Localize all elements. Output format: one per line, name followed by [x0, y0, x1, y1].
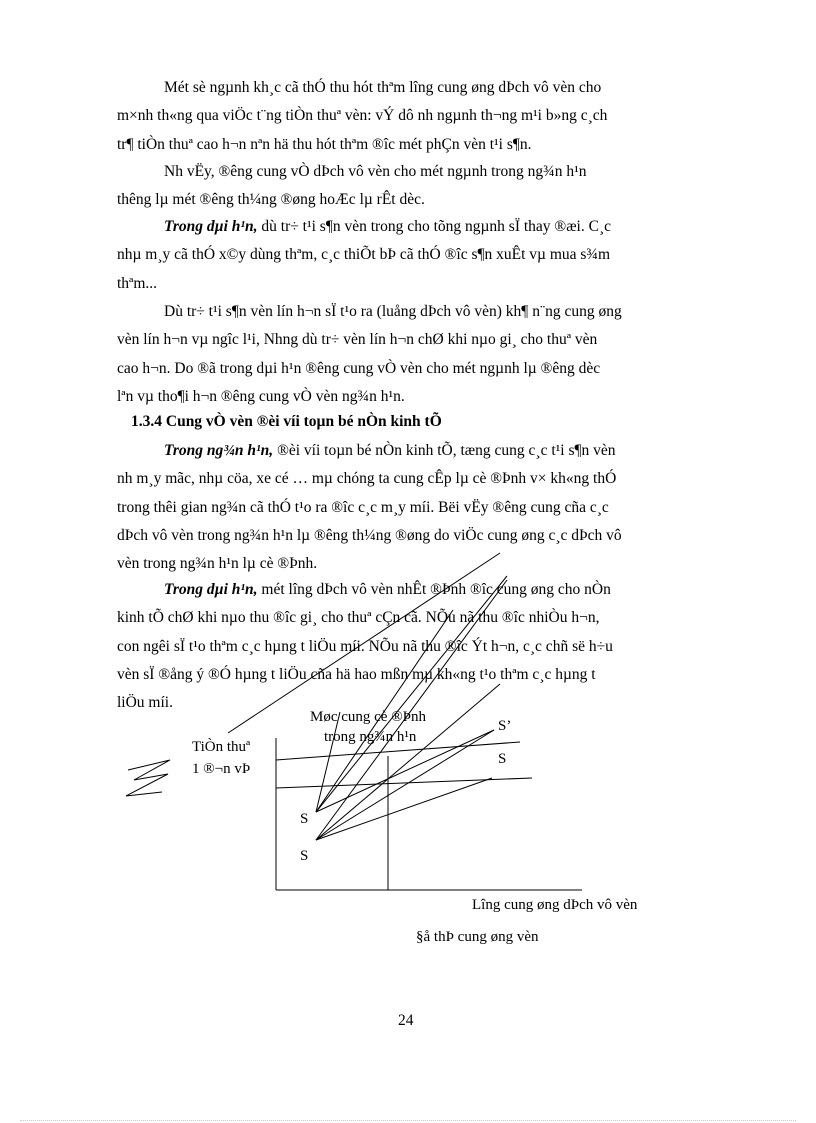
footer-divider [20, 1120, 796, 1121]
text-line: nh m¸y mãc, nhµ cöa, xe cé … mµ chóng ta cung cÊp lµ cè ®Þnh v× kh«ng thÓ [117, 470, 617, 488]
annotation-fixed-supply: Møc cung cè ®Þnh [310, 709, 426, 725]
label-s-prime: S’ [498, 718, 512, 734]
text-line: liÖu míi. [117, 694, 173, 712]
text-line: cao h¬n. Do ®ã trong dµi h¹n ®êng cung vÒ vèn cho mét ngµnh lµ ®êng dèc [117, 359, 601, 377]
diagonal-stroke [228, 553, 500, 733]
italic-lead: Trong ng¾n h¹n, [164, 442, 274, 459]
text-line: dÞch vô vèn trong ng¾n h¹n lµ ®êng th¼ng ®øng do viÖc cung øng c¸c dÞch vô [117, 526, 622, 544]
section-heading: 1.3.4 Cung vÒ vèn ®èi víi toµn bé nÒn kinh tÕ [131, 413, 442, 430]
zigzag-mark [126, 760, 170, 796]
label-s-left-upper: S [300, 811, 309, 827]
text-line: thªm... [117, 274, 158, 292]
text-line: thêng lµ mét ®êng th¼ng ®øng hoÆc lµ rÊt dèc. [117, 191, 425, 209]
price-line-lower [276, 778, 532, 788]
label-s-right: S [498, 751, 507, 767]
annotation-short-run: trong ng¾n h¹n [324, 729, 417, 745]
text-line: vèn lín h¬n vµ ngîc l¹i, Nhng dù tr÷ vèn lín h¬n chØ khi nµo gi¸ cho thuª vèn [117, 331, 598, 349]
text-line: vèn sÏ ®ång ý ®Ó hµng t liÖu cña hä hao mßn mµ kh«ng t¹o thªm c¸c hµng t [117, 665, 596, 683]
text-line: nhµ m¸y cã thÓ x©y dùng thªm, c¸c thiÕt bÞ cã thÓ ®îc s¶n xuÊt vµ mua s¾m [117, 246, 611, 264]
text-line: Dù tr÷ t¹i s¶n vèn lín h¬n sÏ t¹o ra (luång dÞch vô vèn) kh¶ n¨ng cung øng [164, 303, 622, 320]
label-s-left-lower: S [300, 848, 309, 864]
page-number: 24 [398, 1012, 414, 1029]
text-run: ®èi víi toµn bé nÒn kinh tÕ, tæng cung c¸c t¹i s¶n vèn [273, 442, 616, 459]
italic-lead: Trong dµi h¹n, [164, 581, 258, 598]
text-line: m×nh th«ng qua viÖc t¨ng tiÒn thuª vèn: vÝ dô nh ngµnh th¬ng m¹i b»ng c¸ch [117, 107, 608, 125]
supply-line-s [316, 778, 492, 840]
italic-lead: Trong dµi h¹n, [164, 218, 258, 235]
x-axis-label: Lîng cung øng dÞch vô vèn [472, 897, 638, 913]
text-run: dù tr÷ t¹i s¶n vèn trong cho tõng ngµnh sÏ thay ®æi. C¸c [257, 218, 611, 235]
text-line: Nh vËy, ®êng cung vÒ dÞch vô vèn cho mét ngµnh trong ng¾n h¹n [164, 163, 587, 180]
text-line: vèn trong ng¾n h¹n lµ cè ®Þnh. [117, 555, 318, 573]
text-run: mét lîng dÞch vô vèn nhÊt ®Þnh ®îc cung øng cho nÒn [257, 581, 611, 598]
text-line: trong thêi gian ng¾n cã thÓ t¹o ra ®îc c¸c m¸y míi. Bëi vËy ®êng cung cña c¸c [117, 498, 609, 516]
y-axis-label-1: TiÒn thuª [192, 739, 251, 755]
text-line: tr¶ tiÒn thuª cao h¬n nªn hä thu hót thªm ®îc mét phÇn vèn t¹i s¶n. [117, 135, 532, 153]
y-axis-label-2: 1 ®¬n vÞ [192, 761, 251, 777]
text-line: con ngêi sÏ t¹o thªm c¸c hµng t liÖu míi. NÕu nã thu ®îc Ýt h¬n, c¸c chñ së h÷u [117, 637, 613, 655]
text-line: kinh tÕ chØ khi nµo thu ®îc gi¸ cho thuª cÇn cã. NÕu nã thu ®îc nhiÒu h¬n, [117, 609, 600, 627]
text-line: lªn vµ tho¶i h¬n ®êng cung vÒ vèn ng¾n h¹n. [117, 387, 405, 405]
diagram-caption: §å thÞ cung øng vèn [416, 929, 539, 945]
text-line: Mét sè ngµnh kh¸c cã thÓ thu hót thªm lîng cung øng dÞch vô vèn cho [164, 79, 602, 96]
